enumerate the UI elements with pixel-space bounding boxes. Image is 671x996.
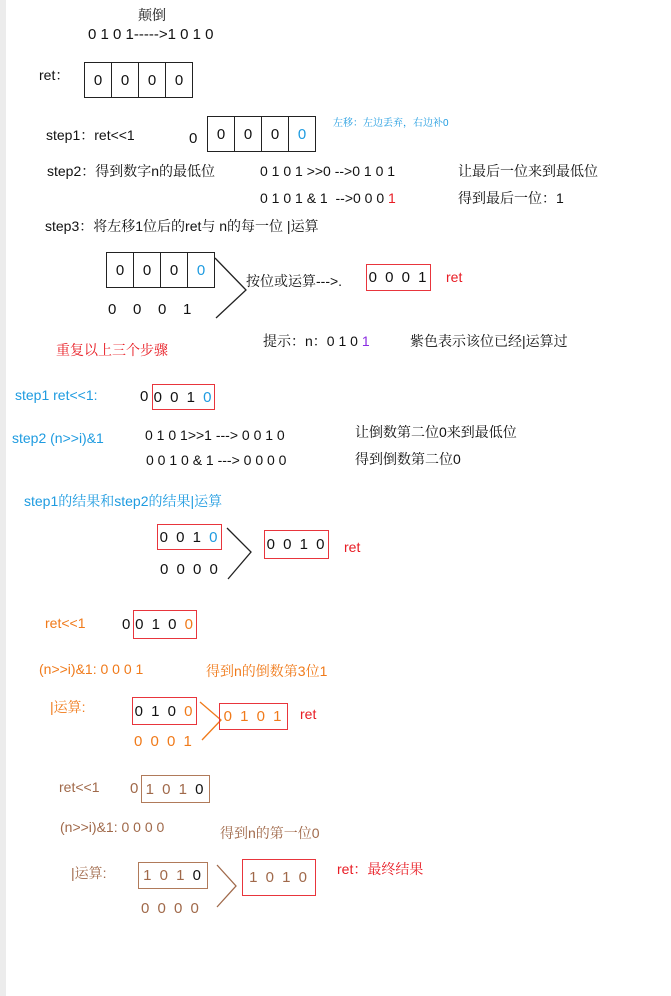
- bits-prefix: 0 0 1: [153, 388, 204, 406]
- r4-final-label: ret：最终结果: [337, 861, 424, 877]
- or-bracket-4: [217, 865, 236, 907]
- step1-label: step1：ret<<1: [46, 127, 135, 143]
- hint-text: 紫色表示该位已经|运算过: [410, 333, 568, 349]
- step1-note: 左移：左边丢弃，右边补0: [333, 118, 449, 129]
- r3-shift-box: [133, 610, 197, 639]
- r2-ret-label: ret: [344, 539, 361, 555]
- r4-a-box: [138, 862, 208, 889]
- bit: 0: [208, 117, 235, 151]
- step2-label: step2：得到数字n的最低位: [47, 163, 216, 179]
- r3-overflow: 0: [122, 616, 131, 633]
- bit: 0: [161, 253, 188, 287]
- hint-last-bit: 1: [361, 333, 370, 349]
- step2-expr2: [260, 191, 396, 205]
- bit: 0: [134, 253, 161, 287]
- bits-last: 0: [184, 616, 195, 633]
- bit: 0: [235, 117, 262, 151]
- step3-ret-label: ret: [446, 269, 463, 285]
- r2-result-box: 0 0 1 0: [264, 530, 329, 559]
- r2-b-bits: 0 0 0 0: [160, 561, 220, 578]
- r2-note2: 得到倒数第二位0: [355, 451, 461, 467]
- r4-overflow: 0: [130, 780, 139, 797]
- or-bracket-2: [227, 528, 251, 579]
- r2-expr1: 0 1 0 1>>1 ---> 0 0 1 0: [145, 427, 285, 443]
- bits-last: 0: [192, 867, 203, 884]
- step2-note1: 让最后一位来到最低位: [458, 163, 598, 179]
- step3-n-bits: 0 0 0 1: [108, 301, 192, 318]
- r4-result-box: 1 0 1 0: [242, 859, 316, 896]
- hint-prefix: 提示：n：0 1 0: [263, 333, 362, 349]
- bits-prefix: 0 1 0: [134, 702, 185, 720]
- step3-bit-cells: [106, 252, 215, 288]
- bit: 0: [85, 63, 112, 97]
- bits-last: 0: [209, 528, 220, 546]
- r2-note1: 让倒数第二位0来到最低位: [355, 424, 517, 440]
- hint-n: [263, 334, 370, 348]
- r4-and-label: (n>>i)&1: 0 0 0 0: [60, 819, 165, 835]
- reverse-label: 颠倒: [138, 7, 166, 23]
- r4-shift-box: [141, 775, 210, 803]
- or-bracket-1: [215, 258, 246, 318]
- r3-ret-label: ret: [300, 706, 317, 722]
- bits-prefix: 1 0 1: [145, 780, 196, 798]
- r2-expr2: 0 0 1 0 & 1 ---> 0 0 0 0: [146, 452, 287, 468]
- bit: 0: [107, 253, 134, 287]
- bits-last: 0: [203, 388, 214, 406]
- r4-or-label: |运算:: [71, 865, 107, 881]
- r2-shift-box: [152, 384, 215, 410]
- step3-op-label: 按位或运算--->.: [246, 273, 343, 289]
- r3-result-box: 0 1 0 1: [219, 703, 288, 730]
- bits-last: 0: [184, 702, 195, 720]
- bit: 0: [174, 71, 184, 89]
- r4-b-bits: 0 0 0 0: [141, 900, 201, 917]
- bit: 0: [297, 125, 307, 143]
- expr-prefix: 0 1 0 1 & 1 -->0 0 0: [260, 190, 389, 206]
- r4-and-note: 得到n的第一位0: [220, 825, 320, 841]
- step2-note2: 得到最后一位：1: [458, 190, 564, 206]
- r3-and-note: 得到n的倒数第3位1: [206, 663, 328, 679]
- ret-label: ret：: [39, 67, 70, 83]
- expr-last-bit: 1: [388, 190, 396, 206]
- ret-bit-cells: [84, 62, 193, 98]
- bits-prefix: 0 1 0: [135, 616, 185, 633]
- r3-b-bits: 0 0 0 1: [134, 733, 194, 750]
- step2-expr1: 0 1 0 1 >>0 -->0 1 0 1: [260, 163, 396, 179]
- step3-label: step3：将左移1位后的ret与 n的每一位 |运算: [45, 218, 319, 234]
- step1-bit-cells: [207, 116, 316, 152]
- bit: 0: [262, 117, 289, 151]
- r3-shift-label: ret<<1: [45, 615, 86, 631]
- step3-result-box: 0 0 0 1: [366, 264, 431, 291]
- bits-prefix: 1 0 1: [143, 867, 193, 884]
- r2-combine-label: step1的结果和step2的结果|运算: [24, 493, 223, 509]
- reverse-expr: 0 1 0 1----->1 0 1 0: [88, 26, 214, 43]
- r2-overflow: 0: [140, 388, 149, 405]
- or-bracket-3: [200, 702, 221, 740]
- r4-shift-label: ret<<1: [59, 779, 100, 795]
- bit: 0: [139, 63, 166, 97]
- r3-or-label: |运算:: [50, 699, 86, 715]
- r2-step2-label: step2 (n>>i)&1: [12, 430, 104, 446]
- bit: 0: [112, 63, 139, 97]
- bit: 0: [196, 261, 206, 279]
- r3-and-label: (n>>i)&1: 0 0 0 1: [39, 661, 144, 677]
- bits-prefix: 0 0 1: [159, 528, 210, 546]
- repeat-note: 重复以上三个步骤: [56, 342, 168, 358]
- r2-a-box: [157, 524, 222, 550]
- r2-step1-label: step1 ret<<1:: [15, 387, 98, 403]
- r3-a-box: [132, 697, 197, 725]
- bits-last: 0: [195, 780, 206, 798]
- step1-overflow: 0: [189, 130, 198, 147]
